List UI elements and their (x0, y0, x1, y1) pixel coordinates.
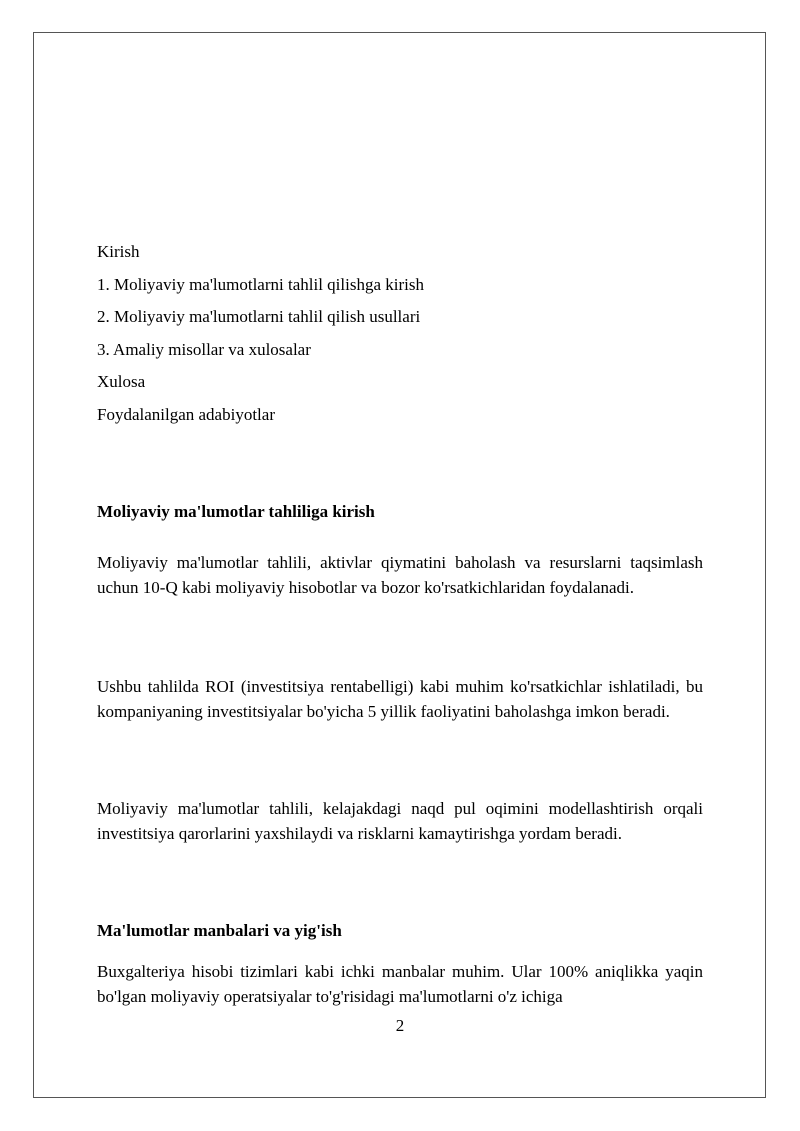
paragraph-2: Ushbu tahlilda ROI (investitsiya rentabelligi) kabi muhim ko'rsatkichlar ishlatiladi, bu kompaniyaning investitsiyalar bo'yicha 5 yillik faoliyatini baholashga imkon beradi. (97, 677, 703, 721)
toc-item-references: Foydalanilgan adabiyotlar (97, 404, 275, 424)
paragraph-3: Moliyaviy ma'lumotlar tahlili, kelajakdagi naqd pul oqimini modellashtirish orqali investitsiya qarorlarini yaxshilaydi va risklarni kamaytirishga yordam beradi. (97, 799, 703, 843)
section-heading-intro: Moliyaviy ma'lumotlar tahliliga kirish (97, 502, 375, 521)
paragraph-4: Buxgalteriya hisobi tizimlari kabi ichki manbalar muhim. Ular 100% aniqlikka yaqin bo'lgan moliyaviy operatsiyalar to'g'risidagi ma'lumotlarni o'z ichiga (97, 962, 703, 1006)
toc-item-chapter-2: 2. Moliyaviy ma'lumotlarni tahlil qilish usullari (97, 307, 421, 326)
paragraph-1: Moliyaviy ma'lumotlar tahlili, aktivlar qiymatini baholash va resurslarni taqsimlash uchun 10-Q kabi moliyaviy hisobotlar va bozor ko'rsatkichlaridan foydalanadi. (97, 553, 703, 597)
page-number: 2 (395, 1016, 405, 1035)
toc-item-chapter-1: 1. Moliyaviy ma'lumotlarni tahlil qilishga kirish (97, 274, 424, 294)
toc-item-chapter-3: 3. Amaliy misollar va xulosalar (97, 339, 311, 359)
table-of-contents (97, 241, 703, 436)
toc-item-conclusion: Xulosa (97, 372, 146, 391)
section-heading-data-sources: Ma'lumotlar manbalari va yig'ish (97, 921, 342, 940)
toc-item-intro: Kirish (97, 242, 140, 261)
